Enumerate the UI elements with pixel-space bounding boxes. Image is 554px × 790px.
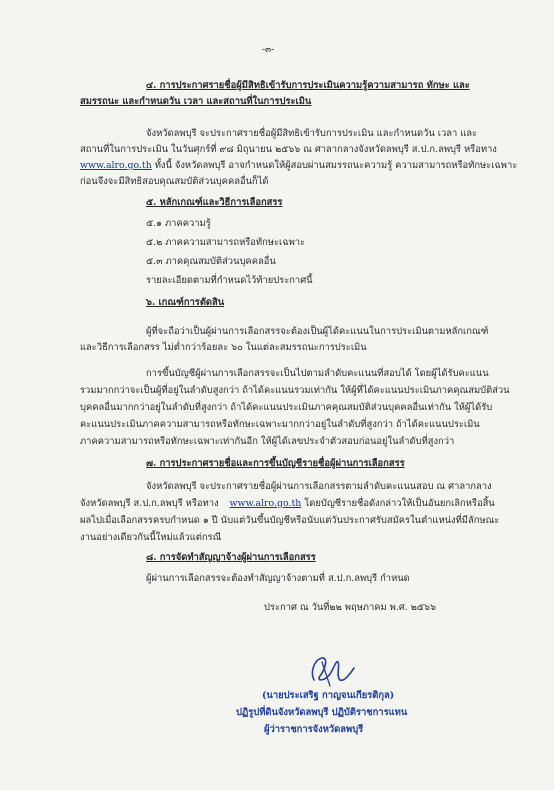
section-8-heading: ๘. การจัดทำสัญญาจ้างผู้ผ่านการเลือกสรร [146,552,316,563]
announcement-date: ประกาศ ณ วันที่๒๒ พฤษภาคม พ.ศ. ๒๕๖๖ [264,602,436,613]
section-7-para-line: งานอย่างเดียวกันนี้ใหม่แล้วแต่กรณี [80,532,222,543]
signer-title: ปฏิรูปที่ดินจังหวัดลพบุรี ปฏิบัติราชการแทน [236,707,408,718]
section-5-item: ๕.๓ ภาคคุณสมบัติส่วนบุคคลอื่น [146,256,276,267]
section-4-heading: ๔. การประกาศรายชื่อผู้มีสิทธิเข้ารับการประเมินความรู้ความสามารถ ทักษะ และ [146,80,470,91]
alro-link[interactable]: www.alro.go.th [80,160,152,171]
section-7-para-line: ผลไปเมื่อเลือกสรรครบกำหนด ๑ ปี นับแต่วันขึ้นบัญชีหรือนับแต่วันประกาศรับสมัครในตำแหน่งที่มีลักษณะ [80,515,500,526]
section-6-heading: ๖. เกณฑ์การตัดสิน [146,297,225,308]
section-6-para-line: ภาคความสามารถหรือทักษะเฉพาะเท่ากันอีก ให้ผู้ได้เลขประจำตัวสอบก่อนอยู่ในลำดับที่สูงกว่า [80,436,455,447]
section-5-item: ๕.๒ ภาคความสามารถหรือทักษะเฉพาะ [146,237,306,248]
section-7-para-line: จังหวัดลพบุรี จะประกาศรายชื่อผู้ผ่านการเลือกสรรตามลำดับคะแนนสอบ ณ ศาลากลาง [146,481,492,492]
alro-link[interactable]: www.alro.go.th [229,498,302,509]
section-6-para-line: คะแนนประเมินภาคความสามารถหรือทักษะเฉพาะมากกว่าอยู่ในลำดับที่สูงกว่า ถ้าได้คะแนนประเมิน [80,419,480,430]
section-4-heading-cont: สมรรถนะ และกำหนดวัน เวลา และสถานที่ในการประเมิน [80,96,312,107]
section-6-para-line: และวิธีการเลือกสรร ไม่ต่ำกว่าร้อยละ ๖๐ ในแต่ละสมรรถนะการประเมิน [80,342,367,353]
section-8-para-line: ผู้ผ่านการเลือกสรรจะต้องทำสัญญาจ้างตามที่ ส.ป.ก.ลพบุรี กำหนด [146,573,410,584]
page-number: -๓- [262,45,275,55]
section-4-para-line [80,160,517,172]
section-6-para-line: ผู้ที่จะถือว่าเป็นผู้ผ่านการเลือกสรรจะต้องเป็นผู้ได้คะแนนในการประเมินตามหลักเกณฑ์ [146,326,489,337]
section-7-para-text: จังหวัดลพบุรี ส.ป.ก.ลพบุรี หรือทาง [80,498,219,509]
handwritten-signature [300,650,360,690]
section-4-para-line: ก่อนจึงจะมีสิทธิสอบคุณสมบัติส่วนบุคคลอื่นก็ได้ [80,176,269,187]
section-6-para-line: บุคคลอื่นมากกว่าอยู่ในลำดับที่สูงกว่า ถ้าได้คะแนนประเมินภาคคุณสมบัติส่วนบุคคลอื่นเท่ากัน ให้ผู้ได้รับ [80,402,493,413]
signer-title-2: ผู้ว่าราชการจังหวัดลพบุรี [264,724,364,735]
section-7-para-text: โดยบัญชีรายชื่อดังกล่าวให้เป็นอันยกเลิกหรือสิ้น [304,498,495,509]
section-4-para-line: สถานที่ในการประเมิน ในวันศุกร์ที่ ๙๘ มิถุนายน ๒๕๖๖ ณ ศาลากลางจังหวัดลพบุรี ส.ป.ก.ลพบุรี หรือทาง [80,144,497,155]
section-7-para-line [80,498,495,510]
section-4-para-line: จังหวัดลพบุรี จะประกาศรายชื่อผู้มีสิทธิเข้ารับการประเมิน และกำหนดวัน เวลา และ [146,128,478,139]
section-7-heading: ๗. การประกาศรายชื่อและการขึ้นบัญชีรายชื่อผู้ผ่านการเลือกสรร [146,458,405,469]
section-6-para-line: การขึ้นบัญชีผู้ผ่านการเลือกสรรจะเป็นไปตามลำดับคะแนนที่สอบได้ โดยผู้ได้รับคะแนน [146,368,489,379]
section-5-item: ๕.๑ ภาคความรู้ [146,218,211,229]
section-5-heading: ๕. หลักเกณฑ์และวิธีการเลือกสรร [146,197,283,208]
section-5-note: รายละเอียดตามที่กำหนดไว้ท้ายประกาศนี้ [146,275,313,286]
section-4-para-text: ทั้งนี้ จังหวัดลพบุรี อาจกำหนดให้ผู้สอบผ่านสมรรถนะความรู้ ความสามารถหรือทักษะเฉพาะ [154,160,518,171]
section-6-para-line: รวมมากกว่าจะเป็นผู้ที่อยู่ในลำดับสูงกว่า ถ้าได้คะแนนรวมเท่ากัน ให้ผู้ที่ได้คะแนนประเมินภาคคุณสมบัติส่วน [80,385,510,396]
signer-name: (นายประเสริฐ กาญจนเกียรติกุล) [262,690,395,701]
